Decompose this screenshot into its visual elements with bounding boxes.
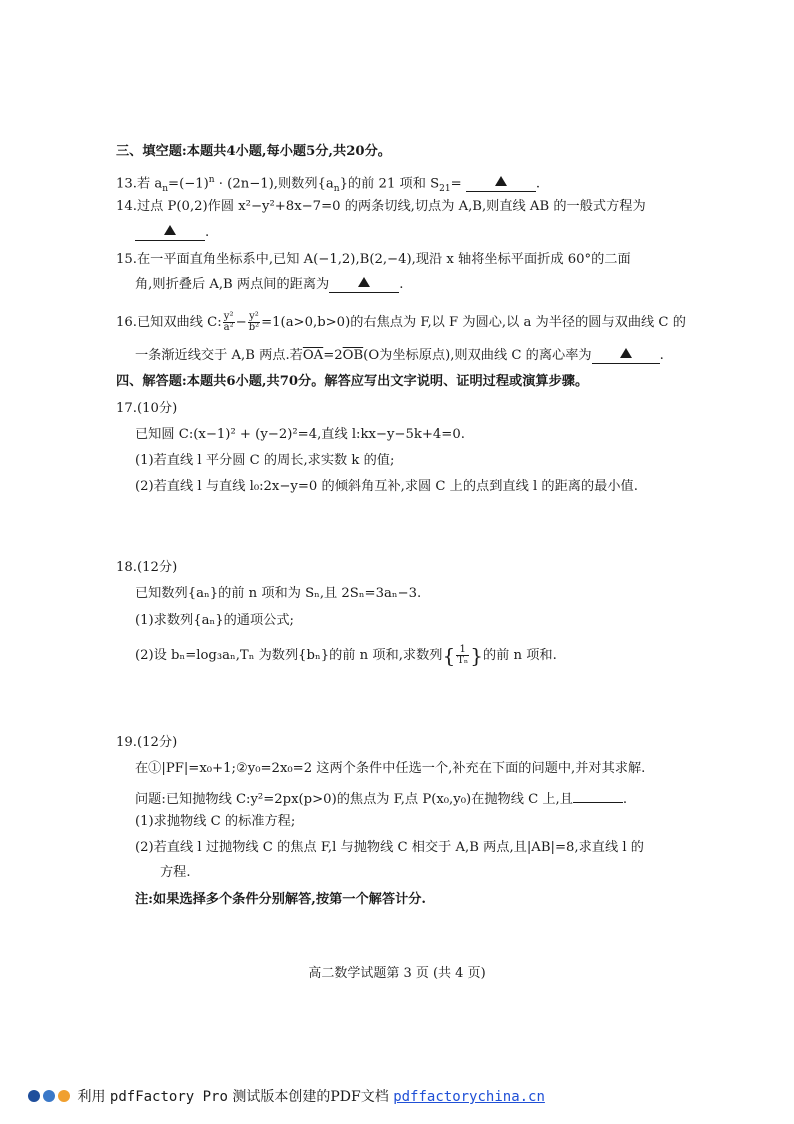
question-18-stem: 已知数列{aₙ}的前 n 项和为 Sₙ,且 2Sₙ=3aₙ−3.: [135, 586, 422, 601]
question-17-stem: 已知圆 C:(x−1)² + (y−2)²=4,直线 l:kx−y−5k+4=0.: [135, 427, 465, 442]
answer-blank-19[interactable]: [573, 787, 623, 803]
question-19-part2-line1: (2)若直线 l 过抛物线 C 的焦点 F,l 与抛物线 C 相交于 A,B 两点,且|AB|=8,求直线 l 的: [135, 840, 644, 855]
question-13: 13.若 $a_n=(-1)^n \cdot (2n-1)$,则数列$\{a_n\}$的前 21 项和 $S_{21}=$ .: [116, 175, 541, 195]
answer-blank-13[interactable]: [466, 176, 536, 192]
question-19-title: 19.(12分): [116, 735, 178, 750]
watermark-prefix: 利用: [77, 1089, 106, 1105]
triangle-icon: [495, 176, 507, 186]
question-14-line1: 14.过点 P(0,2)作圆 x²−y²+8x−7=0 的两条切线,切点为 A,B,则直线 AB 的一般式方程为: [116, 199, 646, 214]
question-14-line2: .: [135, 224, 209, 242]
question-17-part1: (1)若直线 l 平分圆 C 的周长,求实数 k 的值;: [135, 453, 395, 468]
question-18-title: 18.(12分): [116, 560, 178, 575]
answer-blank-15[interactable]: [329, 277, 399, 293]
page-footer: 高二数学试题第 3 页 (共 4 页): [308, 966, 486, 981]
section3-header: 三、填空题:本题共4小题,每小题5分,共20分。: [116, 144, 391, 159]
question-19-line1: 在①|PF|=x₀+1;②y₀=2x₀=2 这两个条件中任选一个,补充在下面的问题中,并对其求解.: [135, 761, 646, 776]
fraction-y2-a2: $\frac{\text{y²}}{\text{a²}}$: [223, 311, 234, 333]
question-17-title: 17.(10分): [116, 401, 178, 416]
triangle-icon: [620, 348, 632, 358]
watermark-link[interactable]: pdffactorychina.cn: [393, 1089, 545, 1105]
triangle-icon: [358, 277, 370, 287]
dot-icon: [43, 1090, 55, 1102]
question-19-part1: (1)求抛物线 C 的标准方程;: [135, 814, 296, 829]
question-17-part2: (2)若直线 l 与直线 l₀:2x−y=0 的倾斜角互补,求圆 C 上的点到直线 l 的距离的最小值.: [135, 479, 638, 494]
question-19-part2-line2: 方程.: [160, 865, 191, 880]
question-18-part2: (2)设 bₙ=log₃aₙ,Tₙ 为数列{bₙ}的前 n 项和,求数列{ $\frac{1}{\text{Tₙ}}$ }的前 n 项和.: [135, 643, 557, 668]
watermark-product: pdfFactory Pro: [109, 1089, 228, 1105]
fraction-1-over-Tn: $\frac{1}{\text{Tₙ}}$: [457, 644, 469, 666]
section4-header: 四、解答题:本题共6小题,共70分。解答应写出文字说明、证明过程或演算步骤。: [116, 374, 589, 389]
triangle-icon: [164, 225, 176, 235]
question-16-line2: 一条渐近线交于 A,B 两点.若$\overline{OA}=2\overline{OB}(O$为坐标原点),则双曲线 C 的离心率为 .: [135, 348, 664, 363]
dot-icon: [28, 1090, 40, 1102]
question-16-line1: 16.已知双曲线 C: $\frac{\text{y²}}{\text{a²}}$ − $\frac{\text{y²}}{\text{b²}}$ =1(a>0,b>0)的右焦点为 F,以 F 为圆心,以 a 为半径的圆与双曲线 C 的: [116, 311, 686, 333]
fraction-y2-b2: $\frac{\text{y²}}{\text{b²}}$: [248, 311, 260, 333]
answer-blank-14[interactable]: [135, 225, 205, 241]
question-15-line1: 15.在一平面直角坐标系中,已知 A(−1,2),B(2,−4),现沿 x 轴将坐标平面折成 60°的二面: [116, 252, 631, 267]
question-15-line2: 角,则折叠后 A,B 两点间的距离为 .: [135, 277, 404, 292]
question-19-note: 注:如果选择多个条件分别解答,按第一个解答计分.: [135, 892, 426, 907]
watermark-mid: 测试版本创建的PDF文档: [232, 1089, 389, 1105]
dot-icon: [58, 1090, 70, 1102]
answer-blank-16[interactable]: [592, 348, 660, 364]
watermark-bar: [28, 1086, 545, 1106]
question-18-part1: (1)求数列{aₙ}的通项公式;: [135, 613, 294, 628]
question-19-line2: 问题:已知抛物线 C:y²=2px(p>0)的焦点为 F,点 P(x₀,y₀)在抛物线 C 上,且 .: [135, 787, 627, 809]
